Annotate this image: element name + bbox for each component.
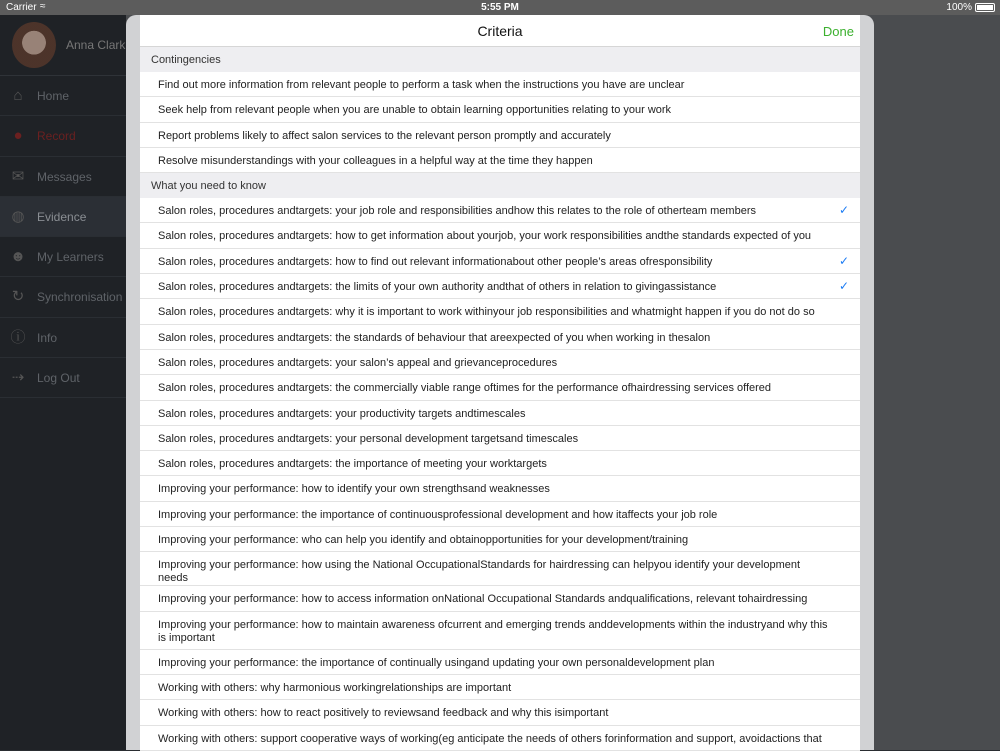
criteria-row[interactable]: [140, 552, 860, 586]
criteria-list[interactable]: [140, 47, 860, 751]
criteria-text: Improving your performance: how to maintain awareness ofcurrent and emerging trends anddevelopments within the industryand why this is important: [158, 618, 828, 644]
criteria-row[interactable]: [140, 223, 860, 248]
criteria-row[interactable]: [140, 350, 860, 375]
profile-header[interactable]: [0, 15, 126, 76]
sidebar-item-label: Messages: [37, 169, 92, 184]
info-icon: ⓘ: [10, 328, 26, 346]
checkmark-icon: ✓: [838, 279, 849, 294]
criteria-text: Report problems likely to affect salon services to the relevant person promptly and accurately: [158, 129, 611, 142]
sidebar-item-label: Home: [37, 89, 70, 103]
sidebar-item-label: Evidence: [37, 209, 87, 224]
criteria-text: Improving your performance: how to identify your own strengthsand weaknesses: [158, 483, 550, 496]
envelope-icon: ✉: [11, 167, 25, 185]
section-header: Contingencies: [140, 47, 860, 72]
criteria-text: Improving your performance: how using the National OccupationalStandards for hairdressing can helpyou identify your development needs: [158, 559, 801, 585]
modal-title: Criteria: [477, 23, 523, 39]
criteria-row[interactable]: [140, 249, 860, 274]
section-header: What you need to know: [140, 173, 860, 198]
logout-icon: ⇢: [11, 369, 25, 387]
carrier-label: Carrier: [6, 2, 37, 13]
criteria-text: Salon roles, procedures andtargets: the commercially viable range oftimes for the performance ofhairdressing services offered: [158, 382, 772, 395]
criteria-row[interactable]: [140, 299, 860, 324]
criteria-row[interactable]: [140, 502, 860, 527]
sidebar-item-label: My Learners: [37, 250, 104, 265]
criteria-row[interactable]: [140, 123, 860, 148]
people-icon: ☻: [10, 248, 26, 266]
sidebar-item-evidence[interactable]: [0, 197, 126, 237]
sidebar-item-log-out[interactable]: [0, 358, 126, 398]
criteria-text: Salon roles, procedures andtargets: the limits of your own authority andthat of others in relation to givingassistance: [158, 281, 717, 294]
criteria-text: Improving your performance: the importance of continuousprofessional development and how itaffects your job role: [158, 508, 718, 521]
criteria-text: Salon roles, procedures andtargets: your salon’s appeal and grievanceprocedures: [158, 356, 558, 369]
criteria-text: Salon roles, procedures andtargets: how to get information about yourjob, your work responsibilities andthe standards expected of you: [158, 230, 812, 243]
criteria-row[interactable]: [140, 97, 860, 122]
checkmark-icon: ✓: [838, 203, 849, 218]
criteria-row[interactable]: [140, 72, 860, 97]
criteria-text: Seek help from relevant people when you are unable to obtain learning opportunities relating to your work: [158, 104, 672, 117]
sidebar-item-my-learners[interactable]: [0, 237, 126, 277]
criteria-row[interactable]: [140, 401, 860, 426]
criteria-row[interactable]: [140, 650, 860, 675]
criteria-text: Salon roles, procedures andtargets: your job role and responsibilities andhow this relates to the role of otherteam members: [158, 205, 756, 218]
criteria-row[interactable]: [140, 675, 860, 700]
criteria-row[interactable]: [140, 476, 860, 501]
sidebar-item-home[interactable]: [0, 76, 126, 116]
criteria-row[interactable]: [140, 148, 860, 173]
criteria-modal: [140, 15, 860, 745]
criteria-text: Improving your performance: the importance of continually usingand updating your own personaldevelopment plan: [158, 656, 715, 669]
avatar: [12, 22, 56, 68]
user-name: Anna Clark: [66, 38, 126, 52]
criteria-text: Salon roles, procedures andtargets: the importance of meeting your worktargets: [158, 458, 547, 471]
record-icon: ●: [13, 127, 23, 145]
battery-icon: [975, 3, 995, 12]
criteria-text: Salon roles, procedures andtargets: the standards of behaviour that areexpected of you when working in thesalon: [158, 331, 711, 344]
status-bar: [0, 0, 1000, 15]
criteria-row[interactable]: [140, 612, 860, 650]
wifi-icon: ≈: [40, 1, 46, 12]
criteria-text: Salon roles, procedures andtargets: why it is important to work withinyour job responsibilities and whatmight happen if you do not do so: [158, 306, 815, 319]
sidebar-item-label: Record: [37, 129, 76, 144]
criteria-row[interactable]: [140, 198, 860, 223]
criteria-text: Salon roles, procedures andtargets: your productivity targets andtimescales: [158, 407, 526, 420]
modal-header: [140, 15, 860, 47]
criteria-row[interactable]: [140, 586, 860, 611]
criteria-text: Improving your performance: who can help you identify and obtainopportunities for your development/training: [158, 534, 689, 547]
sidebar-item-label: Info: [37, 330, 58, 345]
done-button[interactable]: Done: [822, 24, 854, 39]
sidebar-item-label: Log Out: [37, 371, 80, 386]
sidebar-item-record[interactable]: [0, 116, 126, 156]
sidebar-item-label: Synchronisation: [37, 290, 123, 305]
criteria-text: Salon roles, procedures andtargets: how to find out relevant informationabout other people’s areas ofresponsibility: [158, 255, 713, 268]
sidebar-item-synchronisation[interactable]: [0, 277, 126, 317]
criteria-row[interactable]: [140, 700, 860, 725]
criteria-row[interactable]: [140, 527, 860, 552]
sidebar: [0, 15, 126, 750]
binoculars-icon: ◍: [11, 207, 25, 225]
criteria-text: Working with others: why harmonious workingrelationships are important: [158, 681, 512, 694]
criteria-row[interactable]: [140, 375, 860, 400]
home-icon: ⌂: [13, 87, 23, 104]
criteria-text: Find out more information from relevant people to perform a task when the instructions you have are unclear: [158, 79, 685, 91]
sidebar-item-messages[interactable]: [0, 157, 126, 197]
criteria-text: Resolve misunderstandings with your colleagues in a helpful way at the time they happen: [158, 154, 593, 167]
criteria-text: Salon roles, procedures andtargets: your personal development targetsand timescales: [158, 432, 579, 445]
battery-percentage: 100%: [946, 2, 972, 13]
criteria-text: Working with others: support cooperative ways of working(eg anticipate the needs of others forinformation and support, avoidactions that: [158, 732, 822, 745]
checkmark-icon: ✓: [838, 253, 849, 268]
criteria-row[interactable]: [140, 726, 860, 751]
criteria-text: Improving your performance: how to access information onNational Occupational Standards andqualifications, relevant tohairdressing: [158, 593, 808, 606]
criteria-text: Working with others: how to react positively to reviewsand feedback and why this isimportant: [158, 707, 609, 720]
criteria-row[interactable]: [140, 426, 860, 451]
criteria-row[interactable]: [140, 451, 860, 476]
sidebar-item-info[interactable]: [0, 318, 126, 358]
sync-icon: ↻: [11, 288, 25, 306]
criteria-row[interactable]: [140, 274, 860, 299]
criteria-row[interactable]: [140, 325, 860, 350]
clock: 5:55 PM: [481, 2, 519, 13]
